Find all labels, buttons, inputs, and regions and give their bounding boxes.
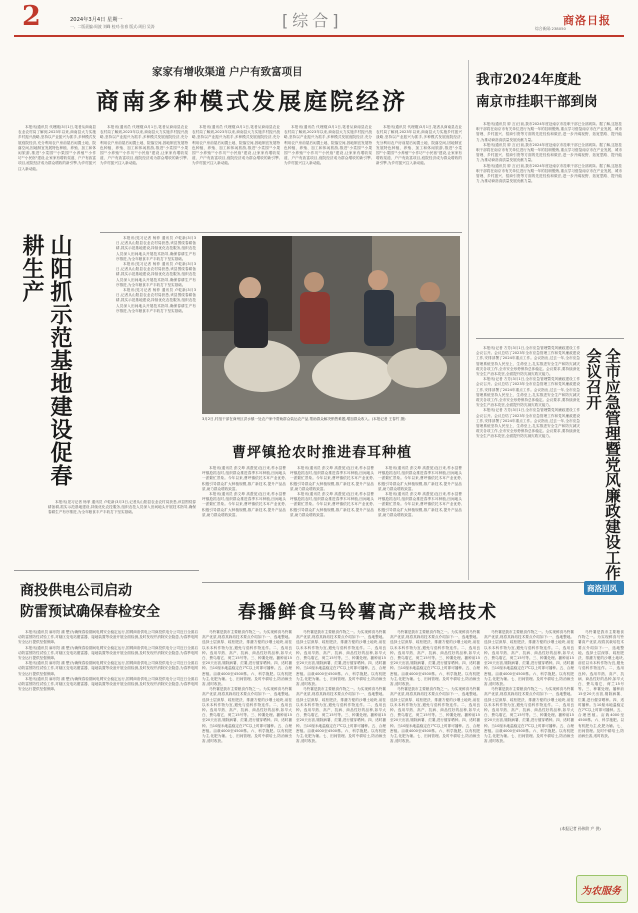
lead-body-col2: 本报讯(通讯员 代理刚)3月1日,笔者从商南县农业农村局了解到,2023年以来,商南县大力实施乡村振兴战略,坚持以产业振兴为抓手,多种模式发展庭院经济,充分利用农户房前屋后闲置土地、院落空间,因地制宜发展特色种植、养殖、加工和休闲旅游,推进"小菜园""小果园""小养殖""小作坊""小民宿"建设,让家家有增收渠道、户户有致富项目,庭院经济成为群众增收的新引擎,为乡村振兴注入新动能。: [100, 125, 188, 166]
lead-body-col3: 本报讯(通讯员 代理刚)3月1日,笔者从商南县农业农村局了解到,2023年以来,商南县大力实施乡村振兴战略,坚持以产业振兴为抓手,多种模式发展庭院经济,充分利用农户房前屋后闲置土地、院落空间,因地制宜发展特色种植、养殖、加工和休闲旅游,推进"小菜园""小果园""小养殖""小作坊""小民宿"建设,让家家有增收渠道、户户有致富项目,庭院经济成为群众增收的新引擎,为乡村振兴注入新动能。: [192, 125, 280, 166]
lianzheng-top-rule: [476, 338, 624, 339]
shangtou-top-rule: [14, 570, 199, 571]
potato-headline: 春播鲜食马铃薯高产栽培技术: [238, 602, 498, 623]
news-photo: [202, 236, 460, 414]
editor-line: 一、二版责编:周波 刘峰 校对:张春 版式:周田 吴涛: [70, 24, 155, 29]
shangtou-body: 本报讯(通讯员 麻东阳 蒲 懋)为确保春检期间电网安全稳定运行,国网商洛供电公司商投供电分公司近日全面启动防雷预防性试验工作,对辖区变电站避雷器、接地装置等设备开展全面检测,及时发现并消除安全隐患,为春季电网安全运行提供坚强保障。 本报讯(通讯员 麻东阳 蒲 懋)为确保春检期间电网安全稳定运行,国网商洛供电公司商投供电分公司近日全面启动防雷预防性试验工作,对辖区变电站避雷器、接地装置等设备开展全面检测,及时发现并消除安全隐患,为春季电网安全运行提供坚强保障。 本报讯(通讯员 麻东阳 蒲 懋)为确保春检期间电网安全稳定运行,国网商洛供电公司商投供电分公司近日全面启动防雷预防性试验工作,对辖区变电站避雷器、接地装置等设备开展全面检测,及时发现并消除安全隐患,为春季电网安全运行提供坚强保障。 本报讯(通讯员 麻东阳 蒲 懋)为确保春检期间电网安全稳定运行,国网商洛供电公司商投供电分公司近日全面启动防雷预防性试验工作,对辖区变电站避雷器、接地装置等设备开展全面检测,及时发现并消除安全隐患,为春季电网安全运行提供坚强保障。: [18, 630, 198, 692]
caoping-headline: 曹坪镇抢农时推进春耳种植: [232, 445, 412, 461]
lead-headline: 商南多种模式发展庭院经济: [96, 88, 408, 115]
ribbon-label: [584, 581, 624, 595]
lead-divider: [100, 232, 462, 233]
newspaper-logo: 商洛日报: [563, 14, 611, 27]
shanyang-body-b: 本报讯(见习记者 杨菲 通讯员 卢乾新)3月3日,记者从山阳县农业农村局获悉,该县围绕春耕备耕,抓实示范基地建设,持续优化农技服务,组织农技人员深入田间地头开展技术指导,确保春耕生产有序推进,为全年粮食丰产丰收打下坚实基础。: [48, 500, 196, 515]
potato-body-col2: 马铃薯是我市主要粮食作物之一。为实现鲜食马铃薯高产优质,现将其栽培技术要点介绍如下:一、选地整地。选择土层深厚、疏松肥沃、排灌方便的沙壤土地块,前茬以禾本科作物为宜,避免与茄科作物连作。二、选用良种。选用早熟、高产、抗病、商品性好的品种,如早大白、费乌瑞它、荷兰15号等。三、种薯处理。播种前15至20天出窖,剔除病薯、烂薯,进行催芽晒种。四、适时播种。当10厘米地温稳定在7℃以上时即可播种。五、合理密植。亩栽4000至4500株。六、科学施肥。以有机肥为主,化肥为辅。七、田间管理。及时中耕培土,防治病虫害,适时收获。 马铃薯是我市主要粮食作物之一。为实现鲜食马铃薯高产优质,现将其栽培技术要点介绍如下:一、选地整地。选择土层深厚、疏松肥沃、排灌方便的沙壤土地块,前茬以禾本科作物为宜,避免与茄科作物连作。二、选用良种。选用早熟、高产、抗病、商品性好的品种,如早大白、费乌瑞它、荷兰15号等。三、种薯处理。播种前15至20天出窖,剔除病薯、烂薯,进行催芽晒种。四、适时播种。当10厘米地温稳定在7℃以上时即可播种。五、合理密植。亩栽4000至4500株。六、科学施肥。以有机肥为主,化肥为辅。七、田间管理。及时中耕培土,防治病虫害,适时收获。: [296, 630, 386, 744]
nanjing-headline-2: 南京市挂职干部到岗: [476, 94, 598, 110]
potato-body-col4: 马铃薯是我市主要粮食作物之一。为实现鲜食马铃薯高产优质,现将其栽培技术要点介绍如下:一、选地整地。选择土层深厚、疏松肥沃、排灌方便的沙壤土地块,前茬以禾本科作物为宜,避免与茄科作物连作。二、选用良种。选用早熟、高产、抗病、商品性好的品种,如早大白、费乌瑞它、荷兰15号等。三、种薯处理。播种前15至20天出窖,剔除病薯、烂薯,进行催芽晒种。四、适时播种。当10厘米地温稳定在7℃以上时即可播种。五、合理密植。亩栽4000至4500株。六、科学施肥。以有机肥为主,化肥为辅。七、田间管理。及时中耕培土,防治病虫害,适时收获。 马铃薯是我市主要粮食作物之一。为实现鲜食马铃薯高产优质,现将其栽培技术要点介绍如下:一、选地整地。选择土层深厚、疏松肥沃、排灌方便的沙壤土地块,前茬以禾本科作物为宜,避免与茄科作物连作。二、选用良种。选用早熟、高产、抗病、商品性好的品种,如早大白、费乌瑞它、荷兰15号等。三、种薯处理。播种前15至20天出窖,剔除病薯、烂薯,进行催芽晒种。四、适时播种。当10厘米地温稳定在7℃以上时即可播种。五、合理密植。亩栽4000至4500株。六、科学施肥。以有机肥为主,化肥为辅。七、田间管理。及时中耕培土,防治病虫害,适时收获。: [484, 630, 574, 744]
footer-banner: [576, 875, 628, 903]
shangtou-headline-1: 商投供电公司启动: [20, 583, 132, 599]
photo-scene: [202, 236, 460, 414]
potato-top-rule: [202, 582, 622, 583]
lead-kicker: 家家有增收渠道 户户有致富项目: [152, 66, 303, 78]
edition-line: 综合新闻:238050: [535, 26, 566, 31]
potato-body-col1: 马铃薯是我市主要粮食作物之一。为实现鲜食马铃薯高产优质,现将其栽培技术要点介绍如下:一、选地整地。选择土层深厚、疏松肥沃、排灌方便的沙壤土地块,前茬以禾本科作物为宜,避免与茄科作物连作。二、选用良种。选用早熟、高产、抗病、商品性好的品种,如早大白、费乌瑞它、荷兰15号等。三、种薯处理。播种前15至20天出窖,剔除病薯、烂薯,进行催芽晒种。四、适时播种。当10厘米地温稳定在7℃以上时即可播种。五、合理密植。亩栽4000至4500株。六、科学施肥。以有机肥为主,化肥为辅。七、田间管理。及时中耕培土,防治病虫害,适时收获。 马铃薯是我市主要粮食作物之一。为实现鲜食马铃薯高产优质,现将其栽培技术要点介绍如下:一、选地整地。选择土层深厚、疏松肥沃、排灌方便的沙壤土地块,前茬以禾本科作物为宜,避免与茄科作物连作。二、选用良种。选用早熟、高产、抗病、商品性好的品种,如早大白、费乌瑞它、荷兰15号等。三、种薯处理。播种前15至20天出窖,剔除病薯、烂薯,进行催芽晒种。四、适时播种。当10厘米地温稳定在7℃以上时即可播种。五、合理密植。亩栽4000至4500株。六、科学施肥。以有机肥为主,化肥为辅。七、田间管理。及时中耕培土,防治病虫害,适时收获。: [202, 630, 292, 744]
lead-body-col5: 本报讯(通讯员 代理刚)3月1日,笔者从商南县农业农村局了解到,2023年以来,商南县大力实施乡村振兴战略,坚持以产业振兴为抓手,多种模式发展庭院经济,充分利用农户房前屋后闲置土地、院落空间,因地制宜发展特色种植、养殖、加工和休闲旅游,推进"小菜园""小果园""小养殖""小作坊""小民宿"建设,让家家有增收渠道、户户有致富项目,庭院经济成为群众增收的新引擎,为乡村振兴注入新动能。: [376, 125, 462, 166]
caoping-body-col3: 本报讯(通讯员 彭文坤 高澄宽)连日来,柞水县曹坪镇抢抓农时,组织群众推进春季木耳种植,田间地头一派繁忙景象。今年以来,曹坪镇依托木耳产业优势,积极引导群众扩大种植规模,推广新技术,提升产品品质,助力群众增收致富。 本报讯(通讯员 彭文坤 高澄宽)连日来,柞水县曹坪镇抢抓农时,组织群众推进春季木耳种植,田间地头一派繁忙景象。今年以来,曹坪镇依托木耳产业优势,积极引导群众扩大种植规模,推广新技术,提升产品品质,助力群众增收致富。: [378, 466, 462, 517]
lianzheng-headline: 全市应急管理暨党风廉政建设工作会议召开: [584, 348, 622, 581]
shanyang-headline: 山阳抓示范基地建设促春耕生产: [19, 234, 73, 487]
potato-body-col5: 马铃薯是我市主要粮食作物之一。为实现鲜食马铃薯高产优质,现将其栽培技术要点介绍如下:一、选地整地。选择土层深厚、疏松肥沃、排灌方便的沙壤土地块,前茬以禾本科作物为宜,避免与茄科作物连作。二、选用良种。选用早熟、高产、抗病、商品性好的品种,如早大白、费乌瑞它、荷兰15号等。三、种薯处理。播种前15至20天出窖,剔除病薯、烂薯,进行催芽晒种。四、适时播种。当10厘米地温稳定在7℃以上时即可播种。五、合理密植。亩栽4000至4500株。六、科学施肥。以有机肥为主,化肥为辅。七、田间管理。及时中耕培土,防治病虫害,适时收获。: [578, 630, 624, 739]
nanjing-headline-1: 我市2024年度赴: [476, 72, 582, 88]
photo-caption: 3月2日,村组干部在商州区洪水镇一处农户家中帮助群众装运农产品,帮助群众解决销售难题,增加群众收入。(本报记者 王春竹 摄): [202, 417, 406, 421]
potato-body-col3: 马铃薯是我市主要粮食作物之一。为实现鲜食马铃薯高产优质,现将其栽培技术要点介绍如下:一、选地整地。选择土层深厚、疏松肥沃、排灌方便的沙壤土地块,前茬以禾本科作物为宜,避免与茄科作物连作。二、选用良种。选用早熟、高产、抗病、商品性好的品种,如早大白、费乌瑞它、荷兰15号等。三、种薯处理。播种前15至20天出窖,剔除病薯、烂薯,进行催芽晒种。四、适时播种。当10厘米地温稳定在7℃以上时即可播种。五、合理密植。亩栽4000至4500株。六、科学施肥。以有机肥为主,化肥为辅。七、田间管理。及时中耕培土,防治病虫害,适时收获。 马铃薯是我市主要粮食作物之一。为实现鲜食马铃薯高产优质,现将其栽培技术要点介绍如下:一、选地整地。选择土层深厚、疏松肥沃、排灌方便的沙壤土地块,前茬以禾本科作物为宜,避免与茄科作物连作。二、选用良种。选用早熟、高产、抗病、商品性好的品种,如早大白、费乌瑞它、荷兰15号等。三、种薯处理。播种前15至20天出窖,剔除病薯、烂薯,进行催芽晒种。四、适时播种。当10厘米地温稳定在7℃以上时即可播种。五、合理密植。亩栽4000至4500株。六、科学施肥。以有机肥为主,化肥为辅。七、田间管理。及时中耕培土,防治病虫害,适时收获。: [390, 630, 480, 744]
date-line: 2024年3月4日 星期一: [70, 17, 123, 23]
lead-body-col4: 本报讯(通讯员 代理刚)3月1日,笔者从商南县农业农村局了解到,2023年以来,商南县大力实施乡村振兴战略,坚持以产业振兴为抓手,多种模式发展庭院经济,充分利用农户房前屋后闲置土地、院落空间,因地制宜发展特色种植、养殖、加工和休闲旅游,推进"小菜园""小果园""小养殖""小作坊""小民宿"建设,让家家有增收渠道、户户有致富项目,庭院经济成为群众增收的新引擎,为乡村振兴注入新动能。: [284, 125, 372, 166]
masthead: [0, 0, 638, 36]
nanjing-body: 本报讯(通讯员 廖 言)日前,我市2024年度赴南京市挂职干部已全部到岗。据了解,这批挂职干部将在南京市有关单位进行为期一年的挂职锻炼,重点学习借鉴南京市在产业发展、城市管理、乡村振兴、招商引资等方面的先进经验和做法,进一步开阔视野、拓宽思路、提升能力,为推动商洛高质量发展贡献力量。 本报讯(通讯员 廖 言)日前,我市2024年度赴南京市挂职干部已全部到岗。据了解,这批挂职干部将在南京市有关单位进行为期一年的挂职锻炼,重点学习借鉴南京市在产业发展、城市管理、乡村振兴、招商引资等方面的先进经验和做法,进一步开阔视野、拓宽思路、提升能力,为推动商洛高质量发展贡献力量。 本报讯(通讯员 廖 言)日前,我市2024年度赴南京市挂职干部已全部到岗。据了解,这批挂职干部将在南京市有关单位进行为期一年的挂职锻炼,重点学习借鉴南京市在产业发展、城市管理、乡村振兴、招商引资等方面的先进经验和做法,进一步开阔视野、拓宽思路、提升能力,为推动商洛高质量发展贡献力量。: [476, 122, 622, 184]
page-number: 2: [22, 1, 41, 32]
right-column-rule: [468, 60, 469, 580]
caoping-body-col2: 本报讯(通讯员 彭文坤 高澄宽)连日来,柞水县曹坪镇抢抓农时,组织群众推进春季木耳种植,田间地头一派繁忙景象。今年以来,曹坪镇依托木耳产业优势,积极引导群众扩大种植规模,推广新技术,提升产品品质,助力群众增收致富。 本报讯(通讯员 彭文坤 高澄宽)连日来,柞水县曹坪镇抢抓农时,组织群众推进春季木耳种植,田间地头一派繁忙景象。今年以来,曹坪镇依托木耳产业优势,积极引导群众扩大种植规模,推广新技术,提升产品品质,助力群众增收致富。: [290, 466, 374, 517]
shangtou-headline-2: 防雷预试确保春检安全: [20, 604, 160, 620]
potato-footer: (本报记者 孙伟阶 产 供): [560, 826, 601, 831]
caoping-body-col1: 本报讯(通讯员 彭文坤 高澄宽)连日来,柞水县曹坪镇抢抓农时,组织群众推进春季木耳种植,田间地头一派繁忙景象。今年以来,曹坪镇依托木耳产业优势,积极引导群众扩大种植规模,推广新技术,提升产品品质,助力群众增收致富。 本报讯(通讯员 彭文坤 高澄宽)连日来,柞水县曹坪镇抢抓农时,组织群众推进春季木耳种植,田间地头一派繁忙景象。今年以来,曹坪镇依托木耳产业优势,积极引导群众扩大种植规模,推广新技术,提升产品品质,助力群众增收致富。: [202, 466, 286, 517]
masthead-rule: [14, 35, 624, 37]
lianzheng-body: 本报讯(记者 方芳)3月1日,全市应急管理暨党风廉政建设工作会议召开。会议总结了2023年全市应急管理工作和党风廉政建设工作,安排部署了2024年重点工作。会议指出,过去一年,全市应急管理系统坚持人民至上、生命至上,扎实推进安全生产和防灾减灾救灾各项工作,全市安全形势保持总体稳定。会议要求,要持续深化安全生产治本攻坚,全面提升防灾减灾救灾能力。 本报讯(记者 方芳)3月1日,全市应急管理暨党风廉政建设工作会议召开。会议总结了2023年全市应急管理工作和党风廉政建设工作,安排部署了2024年重点工作。会议指出,过去一年,全市应急管理系统坚持人民至上、生命至上,扎实推进安全生产和防灾减灾救灾各项工作,全市安全形势保持总体稳定。会议要求,要持续深化安全生产治本攻坚,全面提升防灾减灾救灾能力。 本报讯(记者 方芳)3月1日,全市应急管理暨党风廉政建设工作会议召开。会议总结了2023年全市应急管理工作和党风廉政建设工作,安排部署了2024年重点工作。会议指出,过去一年,全市应急管理系统坚持人民至上、生命至上,扎实推进安全生产和防灾减灾救灾各项工作,全市安全形势保持总体稳定。会议要求,要持续深化安全生产治本攻坚,全面提升防灾减灾救灾能力。: [476, 346, 580, 439]
section-label: [综合]: [282, 11, 343, 30]
footer-banner-text: 为农服务: [581, 886, 621, 897]
ribbon-text: 商洛回风: [587, 584, 617, 593]
lead-body-col1: 本报讯(通讯员 代理刚)3月1日,笔者从商南县农业农村局了解到,2023年以来,商南县大力实施乡村振兴战略,坚持以产业振兴为抓手,多种模式发展庭院经济,充分利用农户房前屋后闲置土地、院落空间,因地制宜发展特色种植、养殖、加工和休闲旅游,推进"小菜园""小果园""小养殖""小作坊""小民宿"建设,让家家有增收渠道、户户有致富项目,庭院经济成为群众增收的新引擎,为乡村振兴注入新动能。: [18, 125, 96, 171]
shanyang-body-a: 本报讯(见习记者 杨菲 通讯员 卢乾新)3月3日,记者从山阳县农业农村局获悉,该县围绕春耕备耕,抓实示范基地建设,持续优化农技服务,组织农技人员深入田间地头开展技术指导,确保春耕生产有序推进,为全年粮食丰产丰收打下坚实基础。 本报讯(见习记者 杨菲 通讯员 卢乾新)3月3日,记者从山阳县农业农村局获悉,该县围绕春耕备耕,抓实示范基地建设,持续优化农技服务,组织农技人员深入田间地头开展技术指导,确保春耕生产有序推进,为全年粮食丰产丰收打下坚实基础。 本报讯(见习记者 杨菲 通讯员 卢乾新)3月3日,记者从山阳县农业农村局获悉,该县围绕春耕备耕,抓实示范基地建设,持续优化农技服务,组织农技人员深入田间地头开展技术指导,确保春耕生产有序推进,为全年粮食丰产丰收打下坚实基础。: [116, 236, 196, 313]
